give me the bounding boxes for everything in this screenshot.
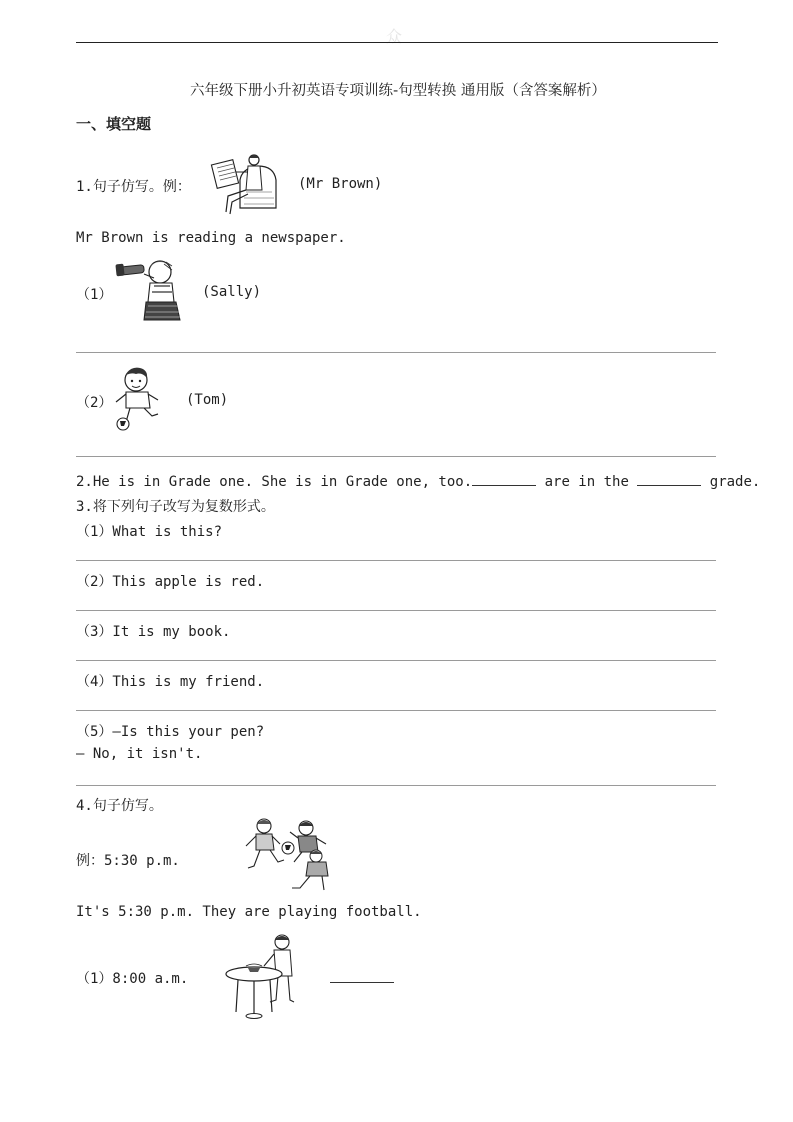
q2-blank-1[interactable]: [472, 471, 536, 486]
q2-blank-2[interactable]: [637, 471, 701, 486]
children-playing-football-illustration: [244, 816, 336, 894]
boy-at-table-illustration: [224, 930, 296, 1022]
q4-example-time: 例：5:30 p.m.: [76, 853, 180, 869]
q3-item-4: （4）This is my friend.: [76, 674, 265, 690]
q1-item2-name: (Tom): [186, 392, 229, 408]
q1-item1-name: (Sally): [202, 284, 262, 300]
man-reading-newspaper-illustration: [208, 150, 280, 216]
header-rule: [76, 42, 718, 43]
q1-item2-number: （2）: [76, 395, 113, 411]
q3-item-5-answer: — No, it isn't.: [76, 746, 203, 762]
q1-example-sentence: Mr Brown is reading a newspaper.: [76, 230, 346, 246]
q1-example-name: (Mr Brown): [298, 176, 383, 192]
q2-sentence: [76, 471, 760, 490]
q4-item-1-answer-blank[interactable]: [330, 968, 394, 983]
answer-line: [76, 560, 716, 561]
answer-line: [76, 785, 716, 786]
q4-example-sentence: It's 5:30 p.m. They are playing football.: [76, 904, 422, 920]
q3-item-3: （3）It is my book.: [76, 624, 231, 640]
answer-line: [76, 352, 716, 353]
q3-item-2: （2）This apple is red.: [76, 574, 265, 590]
answer-line: [76, 710, 716, 711]
answer-line: [76, 456, 716, 457]
q3-item-5: （5）—Is this your pen?: [76, 724, 265, 740]
q2-text-b: are in the: [544, 474, 629, 490]
page-title: 六年级下册小升初英语专项训练-句型转换 通用版（含答案解析）: [190, 83, 606, 99]
girl-binoculars-illustration: [114, 256, 180, 328]
boy-kicking-ball-illustration: [112, 364, 164, 436]
q1-prompt: 1.句子仿写。例：: [76, 179, 191, 195]
q3-item-1: （1）What is this?: [76, 524, 223, 540]
q4-prompt: 4.句子仿写。: [76, 798, 163, 814]
q3-prompt: 3.将下列句子改写为复数形式。: [76, 499, 275, 515]
answer-line: [76, 610, 716, 611]
q2-text-a: 2.He is in Grade one. She is in Grade one, too.: [76, 474, 473, 490]
watermark: 众: [386, 27, 403, 46]
q4-item-1: （1）8:00 a.m.: [76, 971, 189, 987]
answer-line: [76, 660, 716, 661]
q1-item1-number: （1）: [76, 287, 113, 303]
q2-text-c: grade.: [709, 474, 761, 490]
section-heading: 一、填空题: [76, 115, 152, 133]
